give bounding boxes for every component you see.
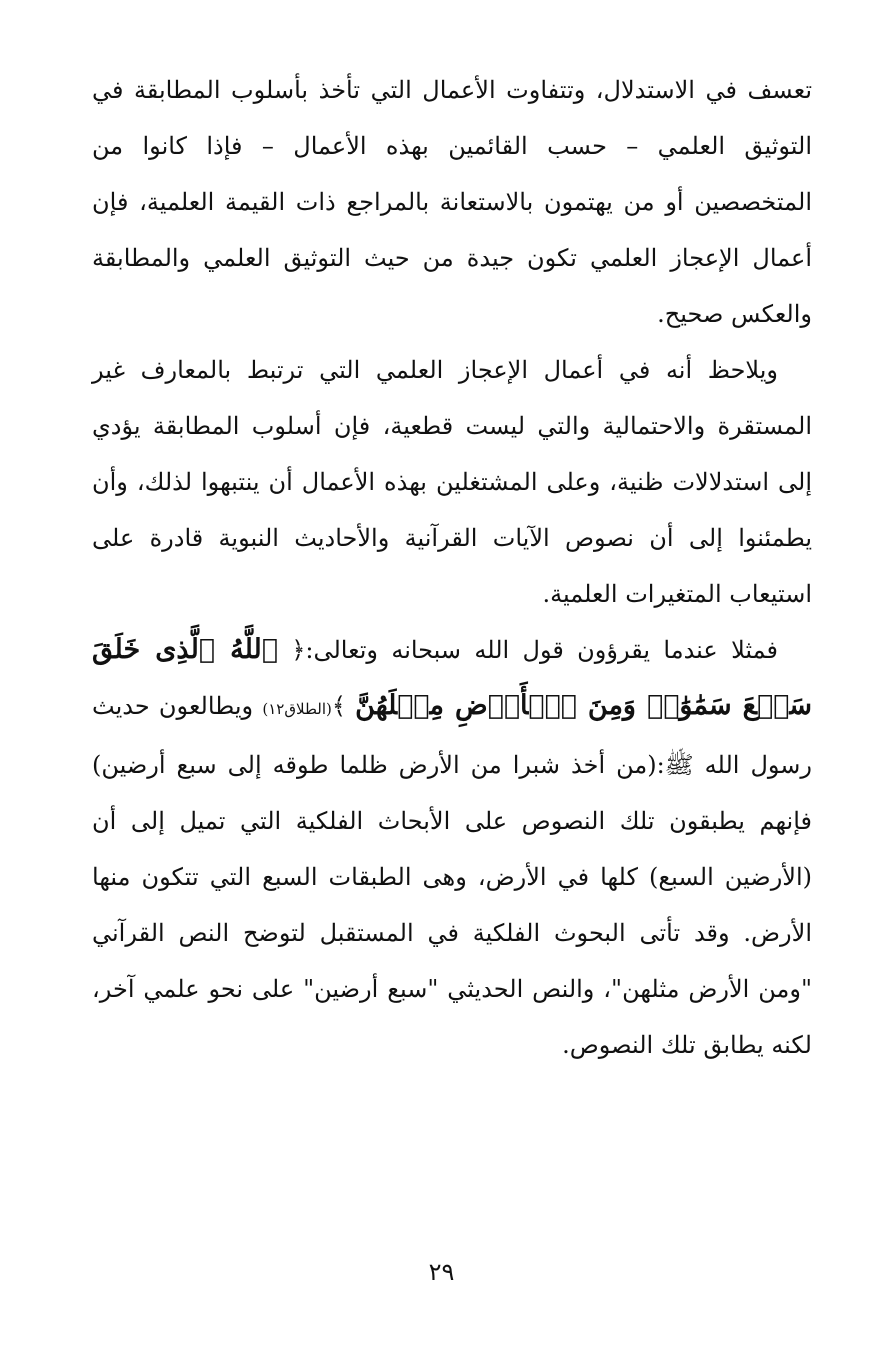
paragraph-2: ويلاحظ أنه في أعمال الإعجاز العلمي التي ترتبط بالمعارف غير المستقرة والاحتمالية والتي ليست قطعية، فإن أسلوب المطابقة يؤدي إلى استدلالات ظنية، وعلى المشتغلين بهذه الأعمال أن ينتبهوا لذلك، وأن يطمئنوا إلى أن نصوص الآيات القرآنية والأحاديث النبوية قادرة على استيعاب المتغيرات العلمية.: [92, 356, 812, 608]
hadith-intro: ويطالعون حديث رسول الله ﷺ:: [92, 692, 812, 779]
page-body: [92, 62, 812, 1073]
quran-verse: ٱللَّهُ ٱلَّذِى خَلَقَ سَبۡعَ سَمَٰوَٰتٖ وَمِنَ ٱلۡأَرۡضِ مِثۡلَهُنَّ: [92, 634, 812, 721]
page-number: ٢٩: [428, 1258, 455, 1286]
paragraph-3-intro: فمثلا عندما يقرؤون قول الله سبحانه وتعالى:: [305, 636, 778, 664]
paragraph-1: تعسف في الاستدلال، وتتفاوت الأعمال التي تأخذ بأسلوب المطابقة في التوثيق العلمي – حسب القائمين بهذه الأعمال – فإذا كانوا من المتخصصين أو من يهتمون بالاستعانة بالمراجع ذات القيمة العلمية، فإن أعمال الإعجاز العلمي تكون جيدة من حيث التوثيق العلمي والمطابقة والعكس صحيح.: [92, 76, 812, 328]
paragraph-3-rest: (من أخذ شبرا من الأرض ظلما طوقه إلى سبع أرضين) فإنهم يطبقون تلك النصوص على الأبحاث الفلكية التي تميل إلى أن (الأرضين السبع) كلها في الأرض، وهى الطبقات السبع التي تتكون منها الأرض. وقد تأتى البحوث الفلكية في المستقبل لتوضح النص القرآني "ومن الأرض مثلهن"، والنص الحديثي "سبع أرضين" على نحو علمي آخر، لكنه يطابق تلك النصوص.: [92, 751, 812, 1059]
ornate-bracket-close: ﴾: [331, 692, 346, 720]
paragraph-3: [92, 622, 812, 1073]
ornate-bracket-open: ﴿: [291, 636, 306, 664]
verse-reference: (الطلاق١٢): [262, 700, 332, 718]
